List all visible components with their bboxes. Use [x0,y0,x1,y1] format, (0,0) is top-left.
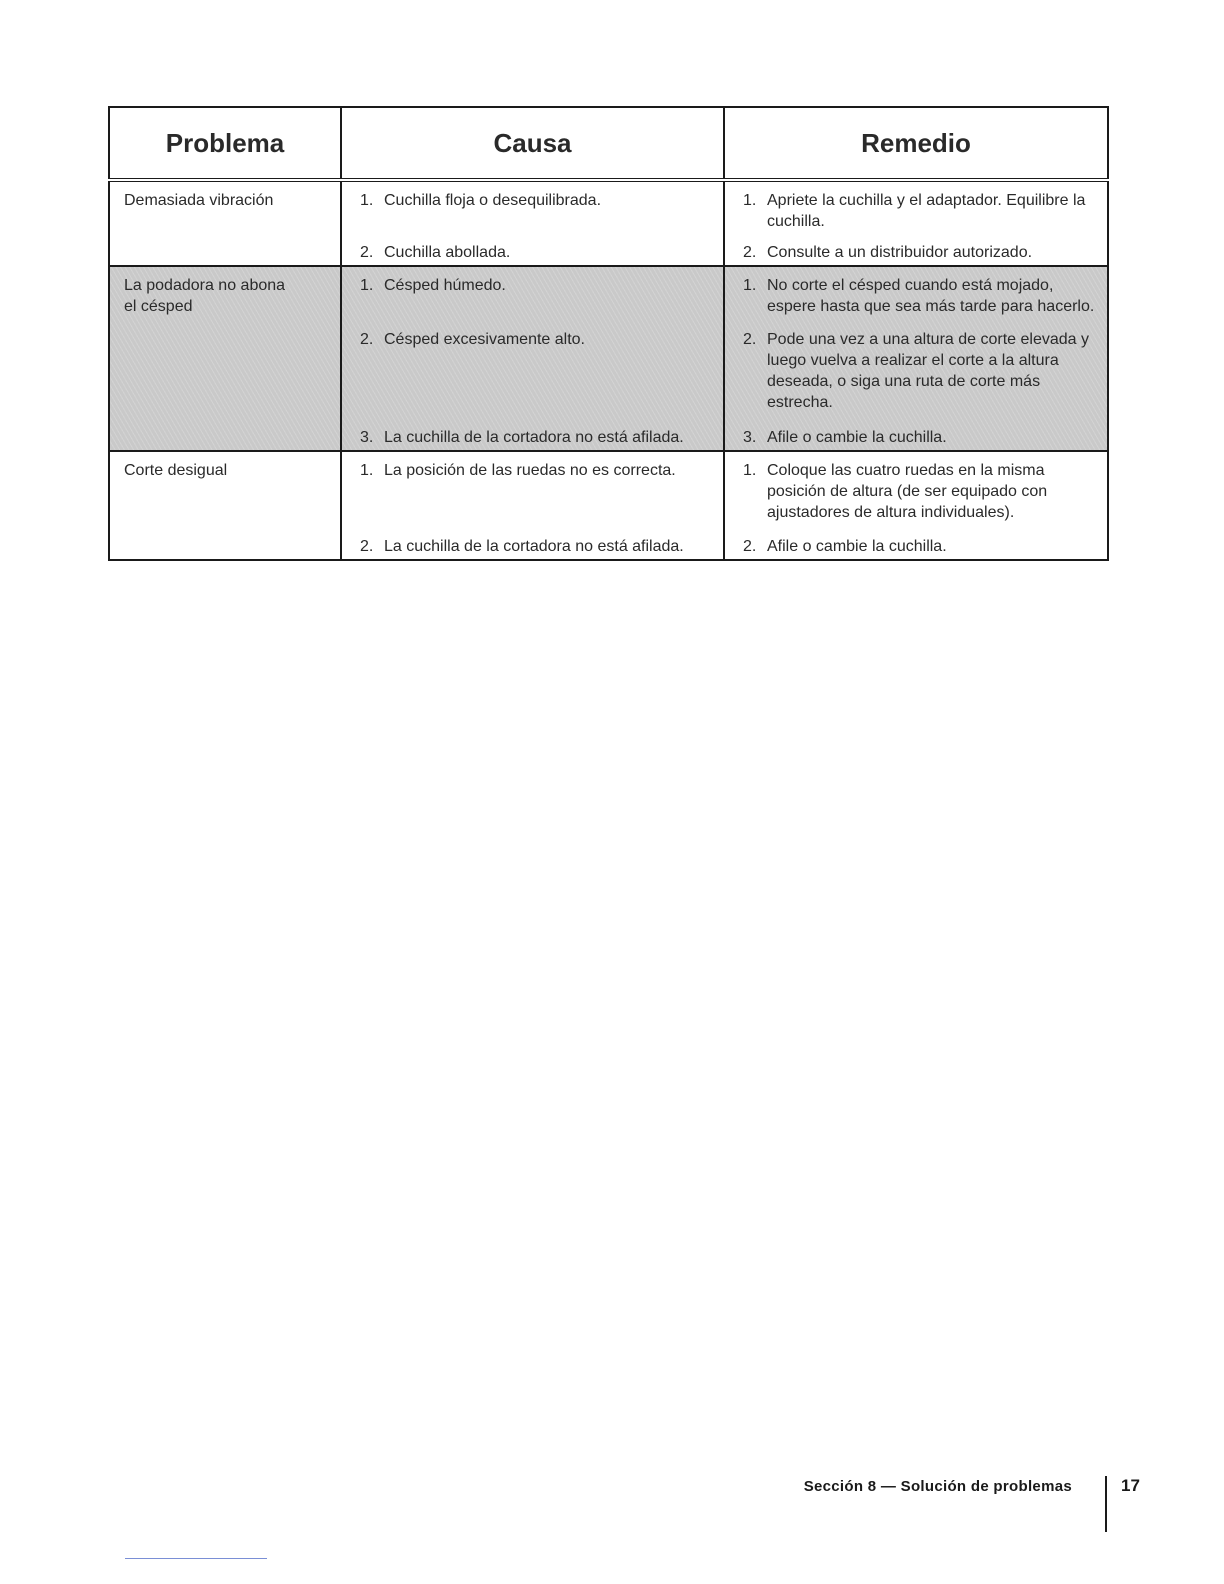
cause-cell [341,180,724,266]
cause-item [360,275,713,329]
table-row [109,266,1108,451]
remedy-text: Pode una vez a una altura de corte elevada y luego vuelva a realizar el corte a la altura deseada, o siga una ruta de corte más estrecha. [767,331,1089,411]
cause-text: La cuchilla de la cortadora no está afilada. [384,429,684,446]
problem-text: Corte desigual [124,462,228,479]
remedy-item [743,242,1097,263]
cause-number: 2. [360,538,374,555]
problem-cell [109,266,341,451]
header-cause: Causa [341,107,724,180]
cause-item [360,460,713,536]
cause-number: 1. [360,277,374,294]
remedy-item [743,460,1097,536]
cause-number: 1. [360,462,374,479]
remedy-text: Apriete la cuchilla y el adaptador. Equilibre la cuchilla. [767,192,1086,230]
remedy-item [743,275,1097,329]
cause-text: Cuchilla floja o desequilibrada. [384,192,602,209]
page-number: 17 [1121,1476,1140,1495]
header-problem: Problema [109,107,341,180]
remedy-cell [724,180,1108,266]
cause-number: 3. [360,429,374,446]
remedy-number: 1. [743,462,757,479]
table-row [109,180,1108,266]
remedy-number: 1. [743,277,757,294]
remedy-item [743,427,1097,448]
remedy-text: Afile o cambie la cuchilla. [767,538,947,555]
cause-item [360,242,713,263]
footer-divider [1105,1476,1107,1532]
problem-cell [109,451,341,560]
header-remedy: Remedio [724,107,1108,180]
cause-cell [341,451,724,560]
problem-text: Demasiada vibración [124,192,274,209]
remedy-number: 2. [743,244,757,261]
remedy-number: 2. [743,331,757,348]
remedy-number: 3. [743,429,757,446]
remedy-text: Afile o cambie la cuchilla. [767,429,947,446]
cause-item [360,329,713,427]
cause-text: Césped húmedo. [384,277,506,294]
cause-text: La posición de las ruedas no es correcta. [384,462,676,479]
remedy-text: Consulte a un distribuidor autorizado. [767,244,1033,261]
cause-text: La cuchilla de la cortadora no está afilada. [384,538,684,555]
cause-number: 2. [360,244,374,261]
table-row [109,451,1108,560]
cause-text: Césped excesivamente alto. [384,331,585,348]
remedy-text: No corte el césped cuando está mojado, espere hasta que sea más tarde para hacerlo. [767,277,1095,315]
section-footer: Sección 8 — Solución de problemas [803,1478,1072,1495]
cause-text: Cuchilla abollada. [384,244,511,261]
cause-item [360,536,713,557]
table-header-row [109,107,1108,180]
remedy-cell [724,266,1108,451]
remedy-item [743,329,1097,427]
cause-cell [341,266,724,451]
problem-text: La podadora no abona el césped [124,277,286,315]
bottom-rule [125,1558,267,1559]
cause-number: 2. [360,331,374,348]
remedy-text: Coloque las cuatro ruedas en la misma posición de altura (de ser equipado con ajustadores de altura individuales). [767,462,1048,521]
problem-cell [109,180,341,266]
cause-item [360,427,713,448]
remedy-cell [724,451,1108,560]
troubleshooting-table [108,106,1109,561]
cause-item [360,190,713,242]
cause-number: 1. [360,192,374,209]
remedy-item [743,536,1097,557]
remedy-number: 2. [743,538,757,555]
remedy-number: 1. [743,192,757,209]
remedy-item [743,190,1097,242]
